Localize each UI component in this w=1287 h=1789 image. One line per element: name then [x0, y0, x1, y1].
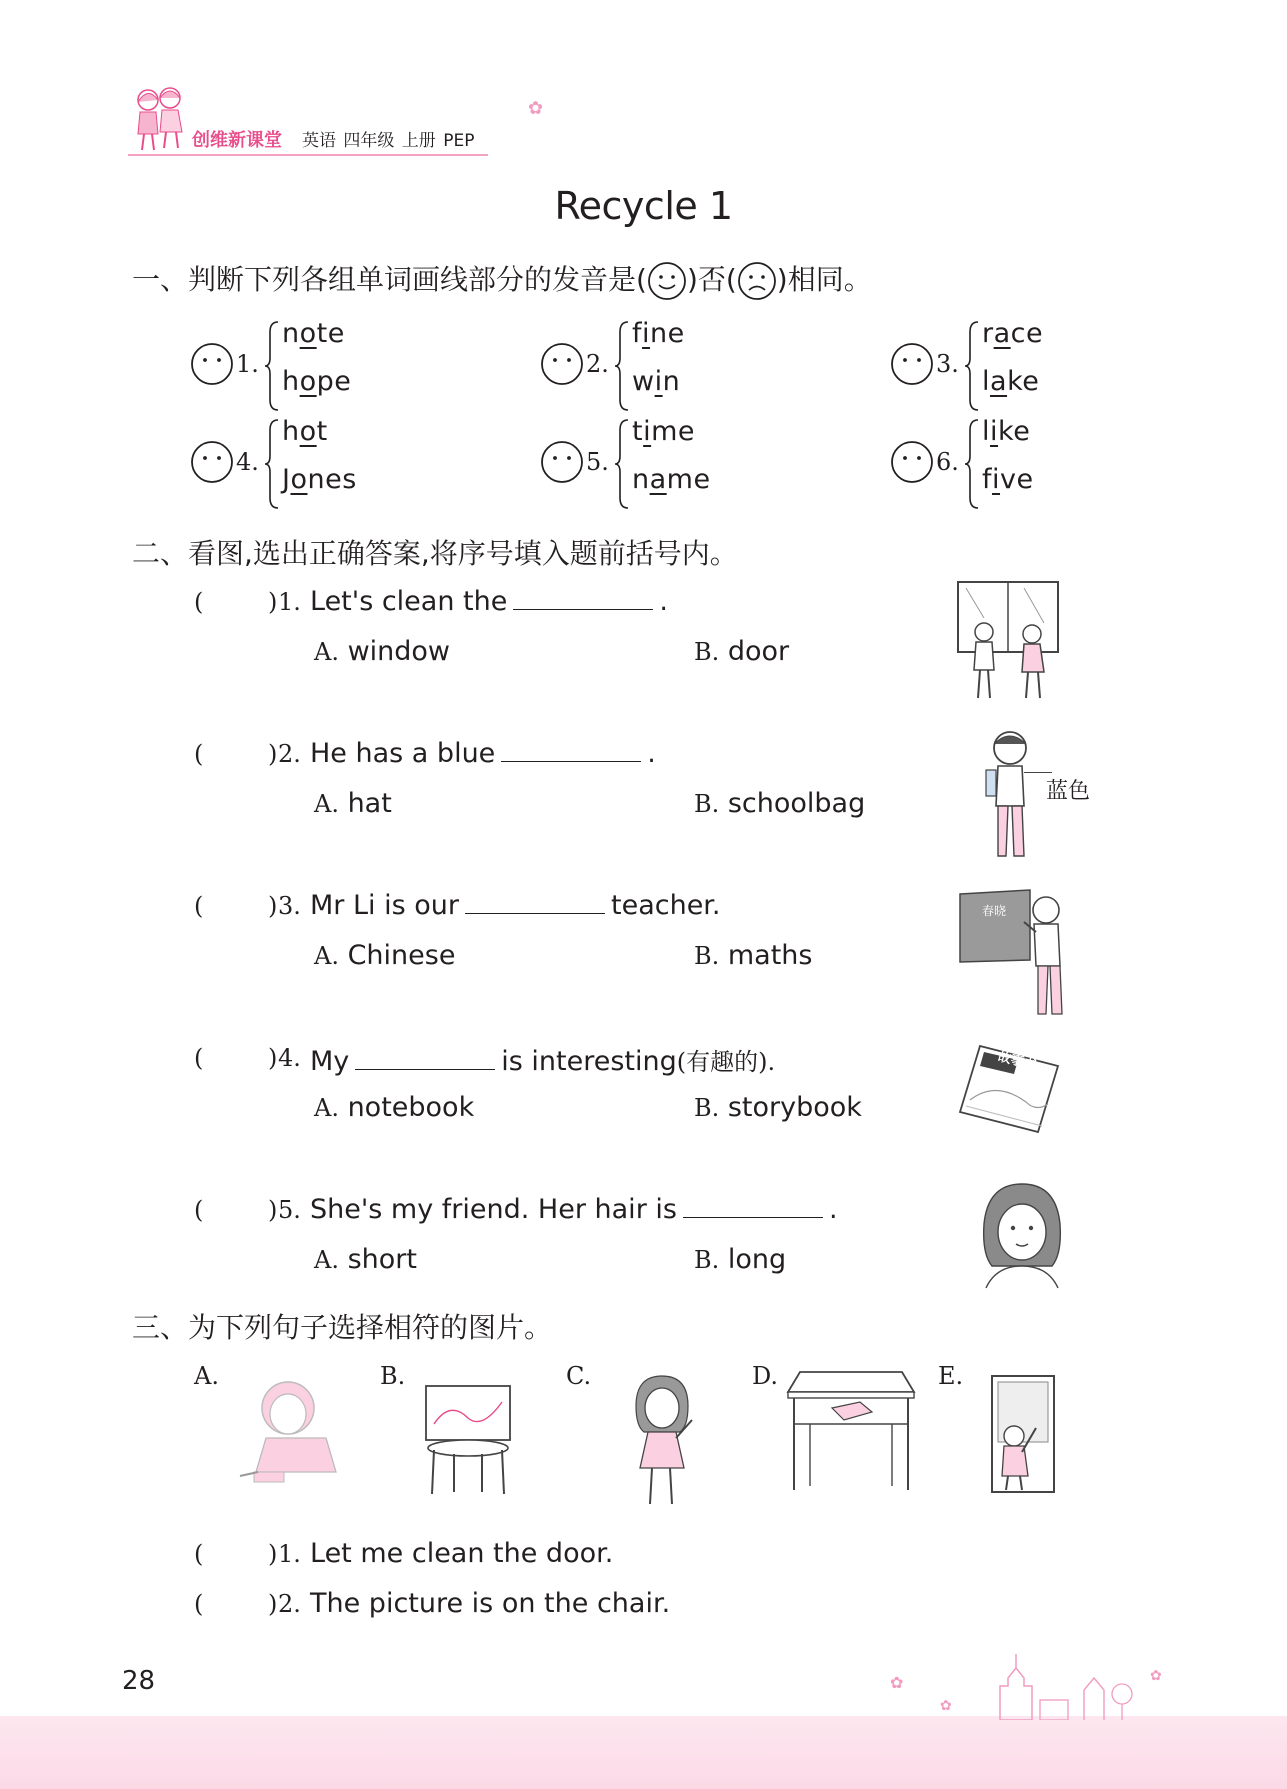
- answer-face-icon[interactable]: [190, 342, 234, 386]
- option-text: schoolbag: [727, 788, 866, 819]
- underlined-letter: i: [642, 318, 651, 349]
- castle-deco-icon: [880, 1650, 1180, 1720]
- option-b: [694, 788, 865, 819]
- letter-segment: n: [282, 318, 300, 349]
- picture-on-chair-picture: [420, 1382, 516, 1498]
- letter-segment: e: [677, 416, 696, 447]
- option-text: short: [347, 1244, 417, 1275]
- sentence-end: .: [828, 1194, 838, 1225]
- underlined-letter: i: [992, 464, 1001, 495]
- brace-icon: [964, 320, 980, 412]
- question-number: 4.: [278, 1044, 301, 1072]
- brace-icon: [964, 418, 980, 510]
- book-info: 英语 四年级 上册 PEP: [302, 131, 475, 151]
- letter-segment: c: [1010, 318, 1027, 349]
- question-sentence: [310, 890, 721, 921]
- brace-icon: [614, 418, 630, 510]
- letter-segment: e: [667, 318, 685, 349]
- word-bottom: [632, 366, 680, 397]
- letter-segment: w: [632, 366, 655, 397]
- underlined-letter: o: [290, 464, 308, 495]
- header-divider: [128, 154, 488, 156]
- letter-segment: e: [327, 318, 345, 349]
- letter-segment: f: [982, 464, 993, 495]
- label-pointer-line: [1024, 772, 1052, 773]
- letter-segment: k: [998, 416, 1014, 447]
- underlined-letter: i: [643, 416, 652, 447]
- word-bottom: [632, 464, 711, 495]
- answer-paren-open[interactable]: (: [194, 1044, 204, 1072]
- option-text: storybook: [727, 1092, 862, 1123]
- question-number: 2.: [278, 740, 301, 768]
- letter-segment: e: [1026, 318, 1044, 349]
- answer-blank[interactable]: [513, 587, 653, 610]
- option-a: [314, 636, 450, 667]
- option-letter: B.: [694, 1246, 720, 1274]
- item-number: 2.: [586, 350, 609, 378]
- underlined-letter: o: [299, 366, 317, 397]
- item-number: 3.: [936, 350, 959, 378]
- question-sentence: [310, 586, 668, 617]
- word-top: [282, 416, 328, 447]
- sentence-number: 1.: [278, 1540, 301, 1568]
- option-letter: A.: [314, 638, 339, 666]
- answer-blank[interactable]: [683, 1195, 823, 1218]
- page-title: Recycle 1: [554, 184, 733, 228]
- option-text: notebook: [347, 1092, 475, 1123]
- letter-segment: k: [1007, 366, 1023, 397]
- word-top: [282, 318, 345, 349]
- option-b: [694, 636, 789, 667]
- letter-segment: e: [334, 366, 352, 397]
- option-text: maths: [727, 940, 813, 971]
- letter-segment: n: [650, 318, 668, 349]
- answer-paren-open[interactable]: (: [194, 588, 204, 616]
- option-b: [694, 1092, 862, 1123]
- answer-paren-close: ): [268, 1590, 278, 1618]
- teacher-blackboard-picture: [956, 886, 1068, 1018]
- option-b: [694, 1244, 786, 1275]
- letter-segment: t: [316, 318, 328, 349]
- underlined-letter: a: [993, 318, 1011, 349]
- flower-deco-icon: ✿: [528, 98, 544, 118]
- girl-waving-picture: [626, 1372, 698, 1510]
- option-text: Chinese: [347, 940, 456, 971]
- brace-icon: [264, 418, 280, 510]
- answer-paren-close: ): [268, 588, 278, 616]
- book-title-text: 故事书: [996, 1049, 1038, 1074]
- clean-window-picture: [954, 578, 1062, 702]
- letter-segment: r: [982, 318, 994, 349]
- option-text: window: [347, 636, 450, 667]
- option-a: [314, 788, 392, 819]
- footer-band: [0, 1716, 1287, 1789]
- item-number: 1.: [236, 350, 259, 378]
- answer-paren-close: ): [268, 892, 278, 920]
- option-letter: A.: [314, 1094, 339, 1122]
- sentence-start: Let's clean the: [310, 586, 508, 617]
- letter-segment: p: [316, 366, 335, 397]
- answer-face-icon[interactable]: [540, 342, 584, 386]
- girl-long-hair-picture: [976, 1180, 1068, 1288]
- question-number: 3.: [278, 892, 301, 920]
- picture-letter-e: E.: [938, 1362, 964, 1390]
- page-number: 28: [122, 1666, 156, 1696]
- chinese-gloss: (有趣的).: [676, 1048, 776, 1076]
- option-b: [694, 940, 812, 971]
- svg-text:✿: ✿: [940, 1698, 952, 1714]
- letter-segment: t: [316, 416, 328, 447]
- svg-text:✿: ✿: [1150, 1668, 1162, 1684]
- picture-letter-c: C.: [566, 1362, 592, 1390]
- sentence-start: He has a blue: [310, 738, 496, 769]
- answer-blank[interactable]: [465, 891, 605, 914]
- option-letter: B.: [694, 1094, 720, 1122]
- option-text: hat: [347, 788, 392, 819]
- answer-paren-open[interactable]: (: [194, 1590, 204, 1618]
- underlined-letter: a: [649, 464, 667, 495]
- letter-segment: n: [662, 366, 681, 397]
- item-number: 4.: [236, 448, 259, 476]
- kids-logo-icon: [128, 82, 190, 154]
- item-number: 5.: [586, 448, 609, 476]
- svg-text:✿: ✿: [890, 1673, 904, 1692]
- option-letter: B.: [694, 790, 720, 818]
- answer-paren-open[interactable]: (: [194, 892, 204, 920]
- brace-icon: [264, 320, 280, 412]
- question-sentence: [310, 738, 656, 769]
- word-top: [982, 318, 1043, 349]
- word-top: [982, 416, 1030, 447]
- letter-segment: h: [282, 366, 300, 397]
- letter-segment: n: [632, 464, 650, 495]
- brace-icon: [614, 320, 630, 412]
- letter-segment: v: [1000, 464, 1017, 495]
- option-letter: B.: [694, 942, 720, 970]
- answer-paren-close: ): [268, 1044, 278, 1072]
- letter-segment: e: [1022, 366, 1040, 397]
- board-text: 春晓: [982, 904, 1007, 918]
- letter-segment: l: [982, 366, 991, 397]
- answer-face-icon[interactable]: [540, 440, 584, 484]
- question-number: 5.: [278, 1196, 301, 1224]
- sentence-start: My: [310, 1046, 350, 1077]
- letter-segment: m: [651, 416, 678, 447]
- underlined-letter: o: [299, 318, 317, 349]
- option-a: [314, 940, 455, 971]
- option-letter: A.: [314, 1246, 339, 1274]
- letter-segment: e: [1016, 464, 1034, 495]
- answer-blank[interactable]: [355, 1047, 495, 1070]
- picture-letter-d: D.: [752, 1362, 779, 1390]
- letter-segment: m: [666, 464, 694, 495]
- answer-paren-close: ): [268, 740, 278, 768]
- option-a: [314, 1092, 474, 1123]
- word-bottom: [982, 366, 1039, 397]
- sentence-end: .: [659, 586, 668, 617]
- sentence-number: 2.: [278, 1590, 301, 1618]
- option-text: long: [727, 1244, 787, 1275]
- letter-segment: l: [982, 416, 991, 447]
- letter-segment: t: [632, 416, 644, 447]
- option-letter: B.: [694, 638, 720, 666]
- picture-letter-b: B.: [380, 1362, 406, 1390]
- answer-blank[interactable]: [501, 739, 641, 762]
- option-a: [314, 1244, 417, 1275]
- girl-writing-picture: [236, 1372, 340, 1492]
- answer-paren-open[interactable]: (: [194, 1540, 204, 1568]
- word-top: [632, 318, 685, 349]
- sentence-start: She's my friend. Her hair is: [310, 1194, 677, 1225]
- picture-letter-a: A.: [194, 1362, 219, 1390]
- word-top: [632, 416, 695, 447]
- letter-segment: f: [632, 318, 643, 349]
- section2-heading: 二、看图,选出正确答案,将序号填入题前括号内。: [132, 537, 738, 570]
- answer-face-icon[interactable]: [890, 440, 934, 484]
- section3-heading: 三、为下列句子选择相符的图片。: [132, 1311, 553, 1344]
- sad-face-icon: [737, 261, 777, 301]
- sentence-end: .: [647, 738, 656, 769]
- boy-schoolbag-picture: [980, 728, 1042, 864]
- sentence-end: teacher.: [611, 890, 721, 921]
- answer-paren-close: ): [268, 1540, 278, 1568]
- smile-face-icon: [647, 261, 687, 301]
- item-number: 6.: [936, 448, 959, 476]
- question-sentence: [310, 1194, 838, 1225]
- sentence-end: is interesting: [501, 1046, 677, 1077]
- letter-segment: n: [307, 464, 326, 495]
- word-bottom: [982, 464, 1034, 495]
- book-in-desk-picture: [786, 1368, 916, 1492]
- sentence-text: Let me clean the door.: [310, 1538, 614, 1569]
- option-letter: A.: [314, 790, 339, 818]
- letter-segment: es: [325, 464, 357, 495]
- answer-paren-open[interactable]: (: [194, 740, 204, 768]
- letter-segment: e: [1013, 416, 1031, 447]
- word-bottom: [282, 464, 357, 495]
- underlined-letter: a: [990, 366, 1008, 397]
- option-text: door: [727, 636, 790, 667]
- letter-segment: e: [693, 464, 711, 495]
- letter-segment: h: [282, 416, 300, 447]
- option-letter: A.: [314, 942, 339, 970]
- blue-label: 蓝色: [1046, 779, 1091, 804]
- letter-segment: J: [282, 464, 291, 495]
- question-number: 1.: [278, 588, 301, 616]
- sentence-text: The picture is on the chair.: [310, 1588, 671, 1619]
- underlined-letter: i: [654, 366, 663, 397]
- sentence-start: Mr Li is our: [310, 890, 459, 921]
- brand-name: 创维新课堂: [192, 130, 282, 151]
- question-sentence: [310, 1042, 775, 1077]
- answer-face-icon[interactable]: [890, 342, 934, 386]
- section1-heading: 一、判断下列各组单词画线部分的发音是( )否( )相同。: [132, 258, 872, 301]
- answer-paren-open[interactable]: (: [194, 1196, 204, 1224]
- answer-paren-close: ): [268, 1196, 278, 1224]
- answer-face-icon[interactable]: [190, 440, 234, 484]
- underlined-letter: i: [990, 416, 999, 447]
- word-bottom: [282, 366, 351, 397]
- girl-cleaning-door-picture: [988, 1372, 1058, 1494]
- underlined-letter: o: [299, 416, 317, 447]
